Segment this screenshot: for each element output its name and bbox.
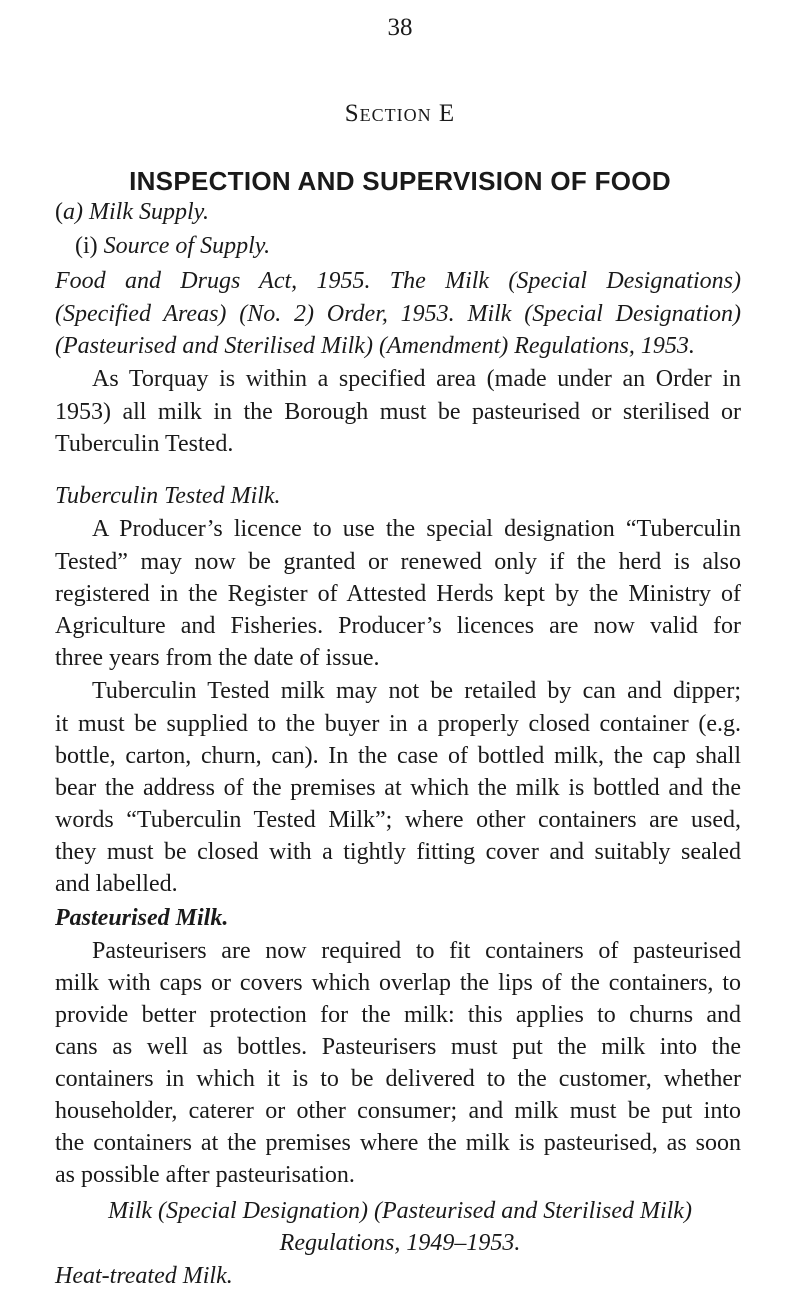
heading-source-of-supply bbox=[75, 230, 270, 263]
tt-p2-line: Tuberculin Tested milk may not be retailed by can and dipper; bbox=[92, 678, 741, 704]
tt-p2-line: words “Tuberculin Tested Milk”; where other containers are used, bbox=[55, 807, 741, 833]
tt-p2-line: bottle, carton, churn, can). In the case of bottled milk, the cap shall bbox=[55, 743, 741, 769]
acts-line-1: Food and Drugs Act, 1955. The Milk (Special Designations) bbox=[55, 268, 741, 294]
heat-p1-line bbox=[55, 1293, 741, 1294]
heading-pasteurised-milk: Pasteurised Milk. bbox=[55, 905, 229, 931]
past-p1-line: provide better protection for the milk: this applies to churns and bbox=[55, 1002, 741, 1028]
regs-heading-line-2: Regulations, 1949–1953. bbox=[279, 1230, 521, 1256]
past-p1-line: Pasteurisers are now required to fit containers of pasteurised bbox=[92, 938, 741, 964]
tt-p2-line: it must be supplied to the buyer in a properly closed container (e.g. bbox=[55, 711, 741, 737]
page-number: 38 bbox=[387, 14, 413, 41]
tt-p2-line: and labelled. bbox=[55, 871, 178, 897]
heading-letter: a bbox=[63, 199, 75, 225]
paren-open: ( bbox=[55, 199, 63, 225]
section-heading: Section E bbox=[344, 100, 456, 127]
heading-milk-supply bbox=[55, 196, 209, 229]
past-p1-line: the containers at the premises where the milk is pasteurised, as soon bbox=[55, 1130, 741, 1156]
sub-heading-text: Source of Supply. bbox=[103, 233, 271, 259]
heading-heat-treated-milk: Heat-treated Milk. bbox=[55, 1263, 233, 1289]
torquay-line-2: 1953) all milk in the Borough must be pasteurised or sterilised or bbox=[55, 399, 741, 425]
past-p1-line: containers in which it is to be delivered to the customer, whether bbox=[55, 1066, 741, 1092]
past-p1-line: as possible after pasteurisation. bbox=[55, 1162, 355, 1188]
sub-numeral: (i) bbox=[75, 233, 104, 259]
tt-p1-line: registered in the Register of Attested Herds kept by the Ministry of bbox=[55, 581, 741, 607]
torquay-line-3: Tuberculin Tested. bbox=[55, 431, 234, 457]
regs-heading-line-1: Milk (Special Designation) (Pasteurised and Sterilised Milk) bbox=[108, 1198, 692, 1224]
tt-p1-line: Agriculture and Fisheries. Producer’s licences are now valid for bbox=[55, 613, 741, 639]
tt-p1-line: three years from the date of issue. bbox=[55, 645, 380, 671]
torquay-line-1: As Torquay is within a specified area (made under an Order in bbox=[92, 366, 741, 392]
acts-line-2: (Specified Areas) (No. 2) Order, 1953. Milk (Special Designation) bbox=[55, 301, 741, 327]
tt-p1-line: Tested” may now be granted or renewed only if the herd is also bbox=[55, 549, 741, 575]
tt-p2-line: bear the address of the premises at which the milk is bottled and the bbox=[55, 775, 741, 801]
past-p1-line: milk with caps or covers which overlap the lips of the containers, to bbox=[55, 970, 741, 996]
past-p1-line: cans as well as bottles. Pasteurisers must put the milk into the bbox=[55, 1034, 741, 1060]
heading-milk-supply-text: ) Milk Supply. bbox=[75, 199, 209, 225]
tt-p1-line: A Producer’s licence to use the special designation “Tuberculin bbox=[92, 516, 741, 542]
page-title: INSPECTION AND SUPERVISION OF FOOD bbox=[129, 166, 671, 196]
acts-line-3: (Pasteurised and Sterilised Milk) (Amendment) Regulations, 1953. bbox=[55, 333, 695, 359]
heading-tuberculin-tested-milk: Tuberculin Tested Milk. bbox=[55, 483, 281, 509]
tt-p2-line: they must be closed with a tightly fitting cover and suitably sealed bbox=[55, 839, 741, 865]
past-p1-line: householder, caterer or other consumer; and milk must be put into bbox=[55, 1098, 741, 1124]
